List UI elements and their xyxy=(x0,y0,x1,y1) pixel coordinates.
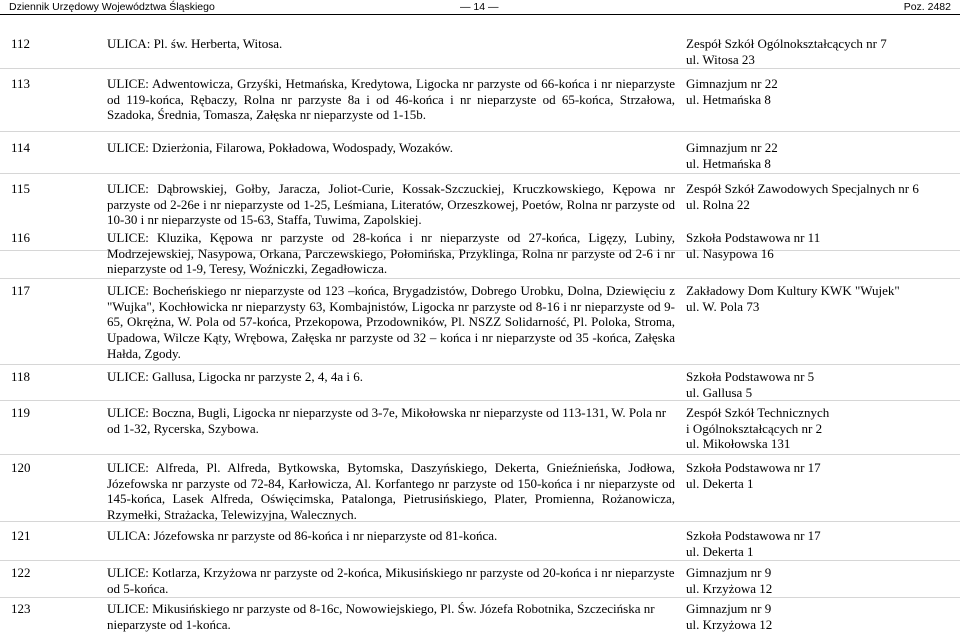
row-divider xyxy=(0,278,960,279)
row-number: 121 xyxy=(11,528,31,543)
street-list: ULICE: Kluzika, Kępowa nr parzyste od 28-końca i nr nieparzyste od 27-końca, Ligęzy, Lubiny, Modrzejewskiej, Nasypowa, Orkana, Parczewskiego, Połomińska, Przyklinga, Rolna nr parzyste od 2-6 i nr nieparzyste od 1-9, Teresy, Woźniczki, Zegadłowicza. xyxy=(107,230,675,277)
school-name-line2: i Ogólnokształcących nr 2 xyxy=(686,420,823,436)
school-name: Zespół Szkół Zawodowych Specjalnych nr 6 xyxy=(686,181,919,196)
row-number: 123 xyxy=(11,601,31,616)
school-cell xyxy=(686,405,956,452)
school-address: ul. Nasypowa 16 xyxy=(686,245,774,261)
school-cell xyxy=(686,528,956,559)
page-header xyxy=(0,0,960,15)
school-name: Zespół Szkół Ogólnokształcących nr 7 xyxy=(686,36,887,51)
school-cell xyxy=(686,36,956,67)
journal-title: Dziennik Urzędowy Województwa Śląskiego xyxy=(9,1,215,13)
street-list: ULICA: Pl. św. Herberta, Witosa. xyxy=(107,36,283,51)
row-number: 122 xyxy=(11,565,31,580)
street-list: ULICE: Boczna, Bugli, Ligocka nr nieparzyste od 3-7e, Mikołowska nr nieparzyste od 113-131, W. Pola nr od 1-32, Rycerska, Szybowa. xyxy=(107,405,667,436)
school-name: Gimnazjum nr 9 xyxy=(686,601,772,616)
school-cell xyxy=(686,460,956,491)
page-number: — 14 — xyxy=(460,1,499,13)
street-list: ULICA: Józefowska nr parzyste od 86-końca i nr nieparzyste od 81-końca. xyxy=(107,528,498,543)
school-address: ul. W. Pola 73 xyxy=(686,298,760,314)
row-number: 114 xyxy=(11,140,31,155)
row-number: 117 xyxy=(11,283,31,298)
row-number: 112 xyxy=(11,36,31,51)
row-number: 115 xyxy=(11,181,31,196)
school-name: Szkoła Podstawowa nr 17 xyxy=(686,528,821,543)
row-number: 116 xyxy=(11,230,31,245)
street-list: ULICE: Dąbrowskiej, Gołby, Jaracza, Joliot-Curie, Kossak-Szczuckiej, Kruczkowskiego, Kępowa nr parzyste od 2-26e i nr nieparzyste od 1-25, Leśmiana, Literatów, Orzeszkowej, Poetów, Rolna nr parzyste od 10-30 i nr nieparzyste od 15-63, Staffa, Tuwima, Zapolskiej. xyxy=(107,181,675,228)
school-address: ul. Mikołowska 131 xyxy=(686,436,791,452)
school-name: Szkoła Podstawowa nr 11 xyxy=(686,230,821,245)
school-address: ul. Dekerta 1 xyxy=(686,475,754,491)
school-address: ul. Krzyżowa 12 xyxy=(686,616,773,632)
row-divider xyxy=(0,560,960,561)
school-name: Gimnazjum nr 9 xyxy=(686,565,772,580)
school-name: Zakładowy Dom Kultury KWK "Wujek" xyxy=(686,283,900,298)
row-number: 119 xyxy=(11,405,31,420)
school-address: ul. Gallusa 5 xyxy=(686,384,753,400)
row-divider xyxy=(0,521,960,522)
street-list: ULICE: Gallusa, Ligocka nr parzyste 2, 4, 4a i 6. xyxy=(107,369,363,384)
row-divider xyxy=(0,131,960,132)
school-address: ul. Dekerta 1 xyxy=(686,543,754,559)
street-list: ULICE: Mikusińskiego nr parzyste od 8-16c, Nowowiejskiego, Pl. Św. Józefa Robotnika, Szczecińska nr nieparzyste od 1-końca. xyxy=(107,601,655,632)
row-divider xyxy=(0,454,960,455)
school-name: Gimnazjum nr 22 xyxy=(686,140,778,155)
row-divider xyxy=(0,173,960,174)
school-address: ul. Rolna 22 xyxy=(686,196,750,212)
row-divider xyxy=(0,68,960,69)
street-list: ULICE: Kotlarza, Krzyżowa nr parzyste od 2-końca, Mikusińskiego nr parzyste od 20-końca i nr nieparzyste od 5-końca. xyxy=(107,565,675,596)
school-address: ul. Witosa 23 xyxy=(686,51,755,67)
school-name: Szkoła Podstawowa nr 5 xyxy=(686,369,815,384)
row-number: 113 xyxy=(11,76,31,91)
school-name: Gimnazjum nr 22 xyxy=(686,76,778,91)
school-cell xyxy=(686,230,956,261)
position-number: Poz. 2482 xyxy=(903,1,951,13)
school-address: ul. Krzyżowa 12 xyxy=(686,580,773,596)
school-name: Szkoła Podstawowa nr 17 xyxy=(686,460,821,475)
school-cell xyxy=(686,601,956,632)
street-list: ULICE: Adwentowicza, Grzyśki, Hetmańska, Kredytowa, Ligocka nr parzyste od 66-końca i nr nieparzyste od 119-końca, Rębaczy, Rolna nr parzyste 8a i od 46-końca i nr nieparzyste od 65-końca, Strzałowa, Szadoka, Średnia, Tomasza, Załęska nr nieparzyste od 1-15b. xyxy=(107,76,675,123)
street-list: ULICE: Bocheńskiego nr nieparzyste od 123 –końca, Brygadzistów, Dobrego Urobku, Dolna, Dziewięciu z "Wujka", Kochłowicka nr nieparzysty 63, Kombajnistów, Ligocka nr parzyste od 8-16 i nr nieparzyste od 9-65, Okrężna, W. Pola od 57-końca, Przekopowa, Przodowników, Pl. NSZZ Solidarność, Pl. Poloka, Stroma, Upadowa, Wilcze Kąty, Wrębowa, Załęska nr parzyste od 32 – końca i nr nieparzyste od 35 -końca, Załęska Hałda, Zgody. xyxy=(107,283,675,361)
school-address: ul. Hetmańska 8 xyxy=(686,155,771,171)
row-divider xyxy=(0,400,960,401)
school-cell xyxy=(686,565,956,596)
school-address: ul. Hetmańska 8 xyxy=(686,91,771,107)
school-cell xyxy=(686,181,956,212)
school-name: Zespół Szkół Technicznych xyxy=(686,405,830,420)
school-cell xyxy=(686,76,956,107)
school-cell xyxy=(686,140,956,171)
row-number: 118 xyxy=(11,369,31,384)
street-list: ULICE: Alfreda, Pl. Alfreda, Bytkowska, Bytomska, Daszyńskiego, Dekerta, Gnieźnieńska, Jodłowa, Józefowska nr parzyste od 72-84, Karłowicza, Al. Korfantego nr parzyste od 150-końca i nr nieparzyste od 145-końca, Lasek Alfreda, Oświęcimska, Patalonga, Pietrusińskiego, Plater, Promienna, Rożanowicza, Rzymełki, Strażacka, Telewizyjna, Walecznych. xyxy=(107,460,675,523)
row-divider xyxy=(0,597,960,598)
row-divider xyxy=(0,364,960,365)
street-list: ULICE: Dzierżonia, Filarowa, Pokładowa, Wodospady, Wozaków. xyxy=(107,140,453,155)
school-cell xyxy=(686,283,956,314)
school-cell xyxy=(686,369,956,400)
row-number: 120 xyxy=(11,460,31,475)
